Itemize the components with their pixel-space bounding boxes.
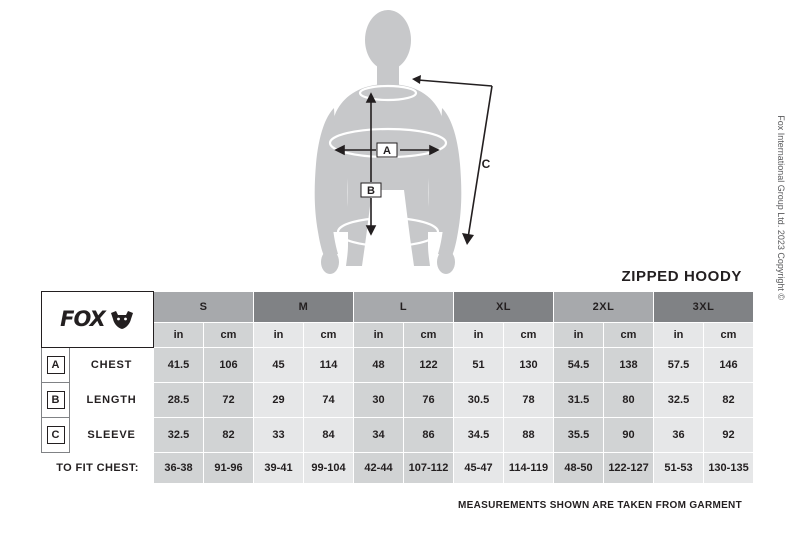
cell-fit-m-cm: 99-104 [304, 453, 354, 484]
cell-length-s-in: 28.5 [154, 383, 204, 418]
cell-sleeve-m-in: 33 [254, 418, 304, 453]
unit-header-1-cm: cm [304, 323, 354, 348]
cell-length-2xl-in: 31.5 [554, 383, 604, 418]
unit-header-4-in: in [554, 323, 604, 348]
cell-sleeve-l-cm: 86 [404, 418, 454, 453]
cell-sleeve-3xl-in: 36 [654, 418, 704, 453]
size-header-2: L [354, 292, 454, 323]
size-header-4: 2XL [554, 292, 654, 323]
cell-fit-3xl-cm: 130-135 [704, 453, 754, 484]
cell-sleeve-xl-in: 34.5 [454, 418, 504, 453]
footer-note: MEASUREMENTS SHOWN ARE TAKEN FROM GARMENT [458, 500, 742, 511]
unit-header-5-in: in [654, 323, 704, 348]
size-header-0: S [154, 292, 254, 323]
label-a: A [383, 145, 391, 157]
logo-text: FOX [60, 307, 105, 331]
size-chart-table [41, 291, 754, 484]
cell-sleeve-2xl-in: 35.5 [554, 418, 604, 453]
row-label-length: LENGTH [70, 383, 154, 418]
cell-sleeve-s-in: 32.5 [154, 418, 204, 453]
cell-length-3xl-cm: 82 [704, 383, 754, 418]
cell-fit-s-in: 36-38 [154, 453, 204, 484]
cell-sleeve-3xl-cm: 92 [704, 418, 754, 453]
row-letter-b [42, 383, 70, 418]
brand-logo [42, 292, 154, 348]
cell-length-m-cm: 74 [304, 383, 354, 418]
row-letter-c [42, 418, 70, 453]
page-title: ZIPPED HOODY [621, 268, 742, 285]
cell-chest-xl-in: 51 [454, 348, 504, 383]
cell-fit-2xl-cm: 122-127 [604, 453, 654, 484]
cell-chest-3xl-in: 57.5 [654, 348, 704, 383]
cell-length-s-cm: 72 [204, 383, 254, 418]
unit-header-5-cm: cm [704, 323, 754, 348]
size-header-3: XL [454, 292, 554, 323]
cell-fit-l-cm: 107-112 [404, 453, 454, 484]
unit-header-3-cm: cm [504, 323, 554, 348]
cell-sleeve-l-in: 34 [354, 418, 404, 453]
cell-chest-l-in: 48 [354, 348, 404, 383]
cell-fit-2xl-in: 48-50 [554, 453, 604, 484]
cell-sleeve-s-cm: 82 [204, 418, 254, 453]
row-letter-a [42, 348, 70, 383]
torso-silhouette [315, 10, 462, 274]
cell-chest-2xl-in: 54.5 [554, 348, 604, 383]
cell-length-l-in: 30 [354, 383, 404, 418]
unit-header-3-in: in [454, 323, 504, 348]
cell-chest-s-cm: 106 [204, 348, 254, 383]
size-header-1: M [254, 292, 354, 323]
cell-fit-xl-in: 45-47 [454, 453, 504, 484]
table-row-sleeve [42, 418, 754, 453]
cell-chest-m-in: 45 [254, 348, 304, 383]
fox-head-icon [109, 310, 135, 330]
row-label-to-fit-chest: TO FIT CHEST: [42, 453, 154, 484]
cell-length-2xl-cm: 80 [604, 383, 654, 418]
cell-chest-m-cm: 114 [304, 348, 354, 383]
cell-chest-l-cm: 122 [404, 348, 454, 383]
unit-header-4-cm: cm [604, 323, 654, 348]
cell-fit-xl-cm: 114-119 [504, 453, 554, 484]
letter-box-b: B [47, 391, 65, 409]
cell-length-xl-in: 30.5 [454, 383, 504, 418]
cell-length-3xl-in: 32.5 [654, 383, 704, 418]
table-row-length [42, 383, 754, 418]
size-header-5: 3XL [654, 292, 754, 323]
unit-header-2-cm: cm [404, 323, 454, 348]
cell-chest-2xl-cm: 138 [604, 348, 654, 383]
cell-sleeve-xl-cm: 88 [504, 418, 554, 453]
unit-header-1-in: in [254, 323, 304, 348]
cell-chest-3xl-cm: 146 [704, 348, 754, 383]
unit-header-0-cm: cm [204, 323, 254, 348]
label-b: B [367, 185, 375, 197]
cell-length-xl-cm: 78 [504, 383, 554, 418]
table-row-chest [42, 348, 754, 383]
row-label-sleeve: SLEEVE [70, 418, 154, 453]
label-c: C [481, 157, 491, 171]
letter-box-a: A [47, 356, 65, 374]
cell-sleeve-2xl-cm: 90 [604, 418, 654, 453]
cell-chest-s-in: 41.5 [154, 348, 204, 383]
cell-length-l-cm: 76 [404, 383, 454, 418]
table-header-sizes [42, 292, 754, 323]
cell-fit-s-cm: 91-96 [204, 453, 254, 484]
copyright-text: Fox International Group Ltd. 2023 Copyright © [776, 115, 786, 300]
letter-box-c: C [47, 426, 65, 444]
cell-length-m-in: 29 [254, 383, 304, 418]
cell-fit-m-in: 39-41 [254, 453, 304, 484]
unit-header-2-in: in [354, 323, 404, 348]
unit-header-0-in: in [154, 323, 204, 348]
cell-fit-l-in: 42-44 [354, 453, 404, 484]
cell-sleeve-m-cm: 84 [304, 418, 354, 453]
cell-fit-3xl-in: 51-53 [654, 453, 704, 484]
row-label-chest: CHEST [70, 348, 154, 383]
cell-chest-xl-cm: 130 [504, 348, 554, 383]
table-row-to-fit-chest [42, 453, 754, 484]
